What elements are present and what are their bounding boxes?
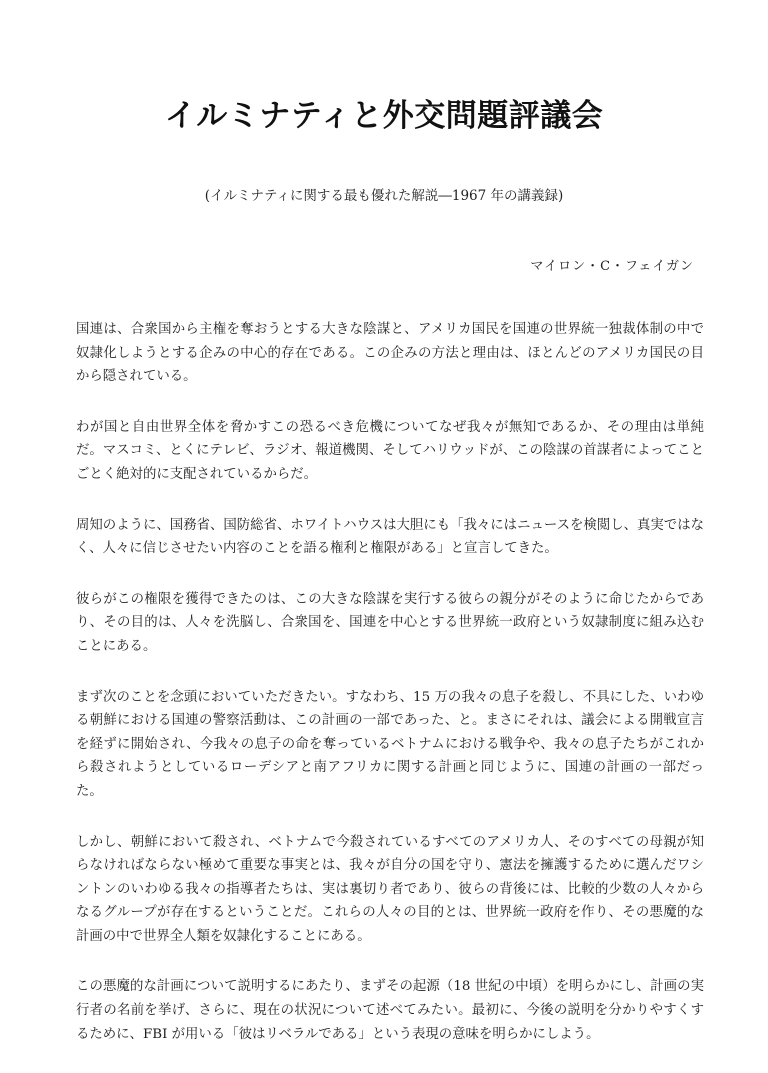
paragraph: 国連は、合衆国から主権を奪おうとする大きな陰謀と、アメリカ国民を国連の世界統一独裁体制の中で奴隷化しようとする企みの中心的存在である。この企みの方法と理由は、ほとんどのアメリカ国民の目から隠されている。 xyxy=(76,322,704,385)
author-name: マイロン・C・フェイガン xyxy=(530,259,694,274)
document-subtitle: (イルミナティに関する最も優れた解説―1967 年の講義録) xyxy=(204,188,564,204)
paragraph: 彼らがこの権限を獲得できたのは、この大きな陰謀を実行する彼らの親分がそのように命じたからであり、その目的は、人々を洗脳し、合衆国を、国連を中心とする世界統一政府という奴隷制度に組み込むことにある。 xyxy=(76,591,704,654)
paragraph: しかし、朝鮮において殺され、ベトナムで今殺されているすべてのアメリカ人、そのすべての母親が知らなければならない極めて重要な事実とは、我々が自分の国を守り、憲法を擁護するために選んだワシントンのいわゆる我々の指導者たちは、実は裏切り者であり、彼らの背後には、比較的少数の人々からなるグループが存在するということだ。これらの人々の目的とは、世界統一政府を作り、その悪魔的な計画の中で世界全人類を奴隷化することにある。 xyxy=(76,834,704,944)
body-text xyxy=(76,318,704,1073)
paragraph: 周知のように、国務省、国防総省、ホワイトハウスは大胆にも「我々にはニュースを検閲し、真実ではなく、人々に信じさせたい内容のことを語る権利と権限がある」と宣言してきた。 xyxy=(76,517,704,557)
paragraph: まず次のことを念頭においていただきたい。すなわち、15 万の我々の息子を殺し、不具にした、いわゆる朝鮮における国連の警察活動は、この計画の一部であった、と。まさにそれは、議会による開戦宣言を経ずに開始され、今我々の息子の命を奪っているベトナムにおける戦争や、我々の息子たちがこれから殺されようとしているローデシアと南アフリカに関する計画と同じように、国連の計画の一部だった。 xyxy=(76,689,704,799)
paragraph: この悪魔的な計画について説明するにあたり、まずその起源（18 世紀の中頃）を明らかにし、計画の実行者の名前を挙げ、さらに、現在の状況について述べてみたい。最初に、今後の説明を分かりやすくするために、FBI が用いる「彼はリベラルである」という表現の意味を明らかにしよう。 xyxy=(76,979,704,1042)
document-title: イルミナティと外交問題評議会 xyxy=(164,98,604,134)
paragraph: わが国と自由世界全体を脅かすこの恐るべき危機についてなぜ我々が無知であるか、その理由は単純だ。マスコミ、とくにテレビ、ラジオ、報道機関、そしてハリウッドが、この陰謀の首謀者によってことごとく絶対的に支配されているからだ。 xyxy=(76,419,704,482)
